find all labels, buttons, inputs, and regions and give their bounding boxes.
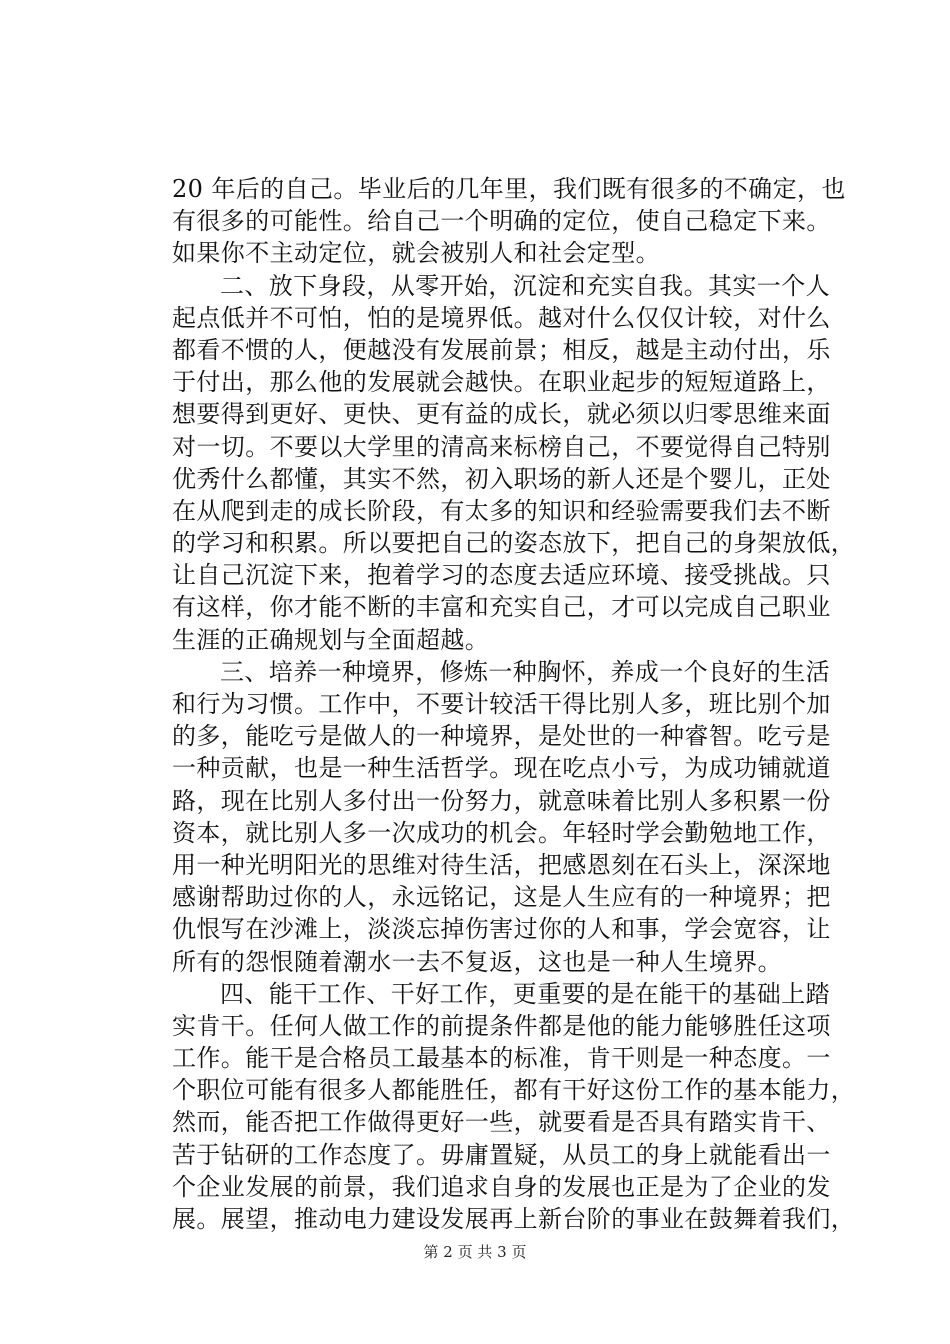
body-text: [172, 173, 856, 1235]
text-line: 仇恨写在沙滩上，淡淡忘掉伤害过你的人和事，学会宽容，让: [172, 915, 831, 944]
text-line: 20 年后的自己。毕业后的几年里，我们既有很多的不确定，也: [172, 175, 846, 203]
paragraph-start-line: 二、放下身段，从零开始，沉淀和充实自我。其实一个人: [220, 271, 830, 300]
text-line: 都看不惯的人，便越没有发展前景；相反，越是主动付出，乐: [172, 335, 831, 364]
text-line: 对一切。不要以大学里的清高来标榜自己，不要觉得自己特别: [172, 432, 831, 461]
text-line: 的学习和积累。所以要把自己的姿态放下，把自己的身架放低，: [172, 529, 856, 558]
text-line: 有很多的可能性。给自己一个明确的定位，使自己稳定下来。: [172, 207, 831, 236]
text-line: 于付出，那么他的发展就会越快。在职业起步的短短道路上，: [172, 368, 831, 397]
text-line: 苦于钻研的工作态度了。毋庸置疑，从员工的身上就能看出一: [172, 1140, 831, 1169]
text-line: 如果你不主动定位，就会被别人和社会定型。: [172, 239, 660, 268]
text-line: 有这样，你才能不断的丰富和充实自己，才可以完成自己职业: [172, 593, 831, 622]
text-line: 所有的怨恨随着潮水一去不复返，这也是一种人生境界。: [172, 947, 782, 976]
text-line: 让自己沉淀下来，抱着学习的态度去适应环境、接受挑战。只: [172, 561, 831, 590]
text-line: 想要得到更好、更快、更有益的成长，就必须以归零思维来面: [172, 400, 831, 429]
text-line: 资本，就比别人多一次成功的机会。年轻时学会勤勉地工作，: [172, 818, 831, 847]
text-line: 个职位可能有很多人都能胜任，都有干好这份工作的基本能力，: [172, 1076, 856, 1105]
text-line: 实肯干。任何人做工作的前提条件都是他的能力能够胜任这项: [172, 1011, 831, 1040]
text-line: 起点低并不可怕，怕的是境界低。越对什么仅仅计较，对什么: [172, 303, 831, 332]
paragraph-start-line: 四、能干工作、干好工作，更重要的是在能干的基础上踏: [220, 979, 830, 1008]
text-line: 路，现在比别人多付出一份努力，就意味着比别人多积累一份: [172, 786, 831, 815]
text-line: 和行为习惯。工作中，不要计较活干得比别人多，班比别个加: [172, 690, 831, 718]
text-line: 的多，能吃亏是做人的一种境界，是处世的一种睿智。吃亏是: [172, 722, 831, 751]
text-line: 一种贡献，也是一种生活哲学。现在吃点小亏，为成功铺就道: [172, 754, 831, 783]
text-line: 用一种光明阳光的思维对待生活，把感恩刻在石头上，深深地: [172, 850, 831, 879]
text-line: 然而，能否把工作做得更好一些，就要看是否具有踏实肯干、: [172, 1108, 831, 1137]
text-line: 生涯的正确规划与全面超越。: [172, 625, 490, 654]
text-line: 感谢帮助过你的人，永远铭记，这是人生应有的一种境界；把: [172, 883, 831, 912]
text-line: 个企业发展的前景，我们追求自身的发展也正是为了企业的发: [172, 1172, 831, 1201]
text-line: 优秀什么都懂，其实不然，初入职场的新人还是个婴儿，正处: [172, 464, 831, 493]
page-number-label: 第 2 页 共 3 页: [423, 1243, 527, 1261]
page-footer: [0, 1242, 950, 1262]
text-line: 展。展望，推动电力建设发展再上新台阶的事业在鼓舞着我们，: [172, 1205, 856, 1233]
text-line: 在从爬到走的成长阶段，有太多的知识和经验需要我们去不断: [172, 496, 831, 525]
text-line: 工作。能干是合格员工最基本的标准，肯干则是一种态度。一: [172, 1044, 831, 1073]
paragraph-start-line: 三、培养一种境界，修炼一种胸怀，养成一个良好的生活: [220, 657, 830, 686]
